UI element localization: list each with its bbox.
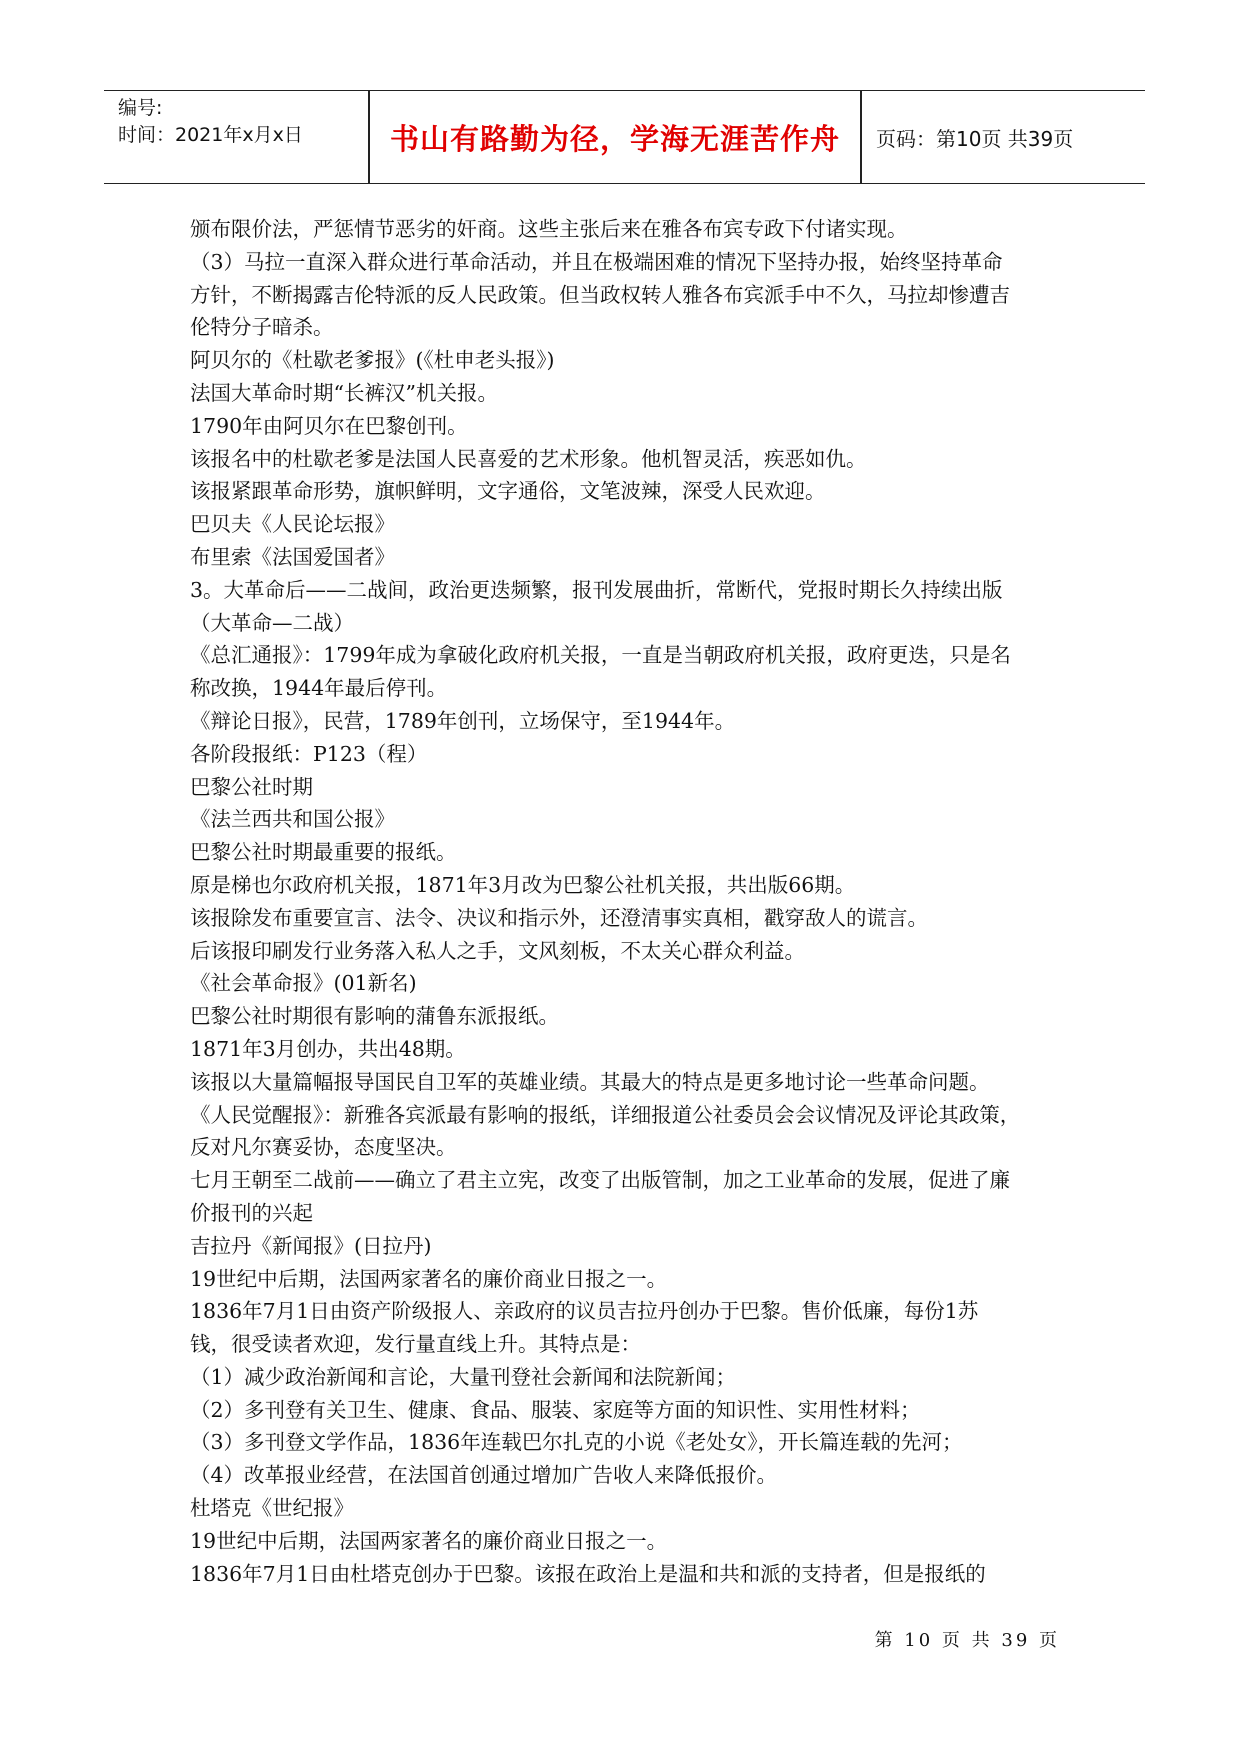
- body-line: 19世纪中后期，法国两家著名的廉价商业日报之一。: [190, 1528, 668, 1553]
- body-line: 吉拉丹《新闻报》(日拉丹): [190, 1233, 432, 1258]
- body-line: （4）改革报业经营，在法国首创通过增加广告收人来降低报价。: [190, 1463, 778, 1488]
- document-number-label: 编号:: [118, 97, 163, 119]
- body-line: 称改换，1944年最后停刊。: [190, 676, 448, 701]
- page-footer: 第 10 页 共 39 页: [874, 1630, 1060, 1651]
- body-line: 价报刊的兴起: [190, 1200, 313, 1225]
- document-header: [104, 90, 1145, 184]
- body-line: 阿贝尔的《杜歇老爹报》(《杜申老头报》): [190, 348, 555, 373]
- body-line: （2）多刊登有关卫生、健康、食品、服装、家庭等方面的知识性、实用性材料；: [190, 1397, 921, 1422]
- body-line: 该报除发布重要宣言、法令、决议和指示外，还澄清事实真相，戳穿敌人的谎言。: [190, 905, 928, 930]
- body-line: 3。大革命后——二战间，政治更迭频繁，报刊发展曲折，常断代，党报时期长久持续出版: [190, 577, 1003, 602]
- header-page-info: 页码：第10页 共39页: [876, 126, 1074, 151]
- body-line: 巴黎公社时期最重要的报纸。: [190, 840, 457, 865]
- body-line: 方针，不断揭露吉伦特派的反人民政策。但当政权转人雅各布宾派手中不久，马拉却惨遭吉: [190, 282, 1010, 307]
- body-line: 该报以大量篇幅报导国民自卫军的英雄业绩。其最大的特点是更多地讨论一些革命问题。: [190, 1069, 990, 1094]
- body-line: 1836年7月1日由杜塔克创办于巴黎。该报在政治上是温和共和派的支持者，但是报纸的: [190, 1561, 986, 1586]
- body-line: 各阶段报纸：P123（程）: [190, 741, 428, 766]
- body-line: 《社会革命报》(01新名): [190, 971, 417, 996]
- body-line: 《人民觉醒报》：新雅各宾派最有影响的报纸，详细报道公社委员会会议情况及评论其政策，: [190, 1102, 1021, 1127]
- body-line: 该报紧跟革命形势，旗帜鲜明，文字通俗，文笔波辣，深受人民欢迎。: [190, 479, 826, 504]
- body-line: 杜塔克《世纪报》: [190, 1496, 354, 1521]
- body-line: 后该报印刷发行业务落入私人之手，文风刻板，不太关心群众利益。: [190, 938, 805, 963]
- body-line: 颁布限价法，严惩情节恶劣的奸商。这些主张后来在雅各布宾专政下付诸实现。: [190, 217, 908, 241]
- body-line: （3）马拉一直深入群众进行革命活动，并且在极端困难的情况下坚持办报，始终坚持革命: [190, 249, 1003, 274]
- body-line: 《法兰西共和国公报》: [190, 807, 395, 832]
- body-line: 巴黎公社时期: [190, 774, 313, 799]
- document-time-label: 时间：2021年x月x日: [118, 124, 303, 146]
- body-line: （3）多刊登文学作品，1836年连载巴尔扎克的小说《老处女》，开长篇连载的先河；: [190, 1430, 963, 1455]
- header-divider: [860, 91, 862, 183]
- body-line: 伦特分子暗杀。: [190, 315, 334, 340]
- body-line: 1790年由阿贝尔在巴黎创刊。: [190, 413, 468, 438]
- body-line: 19世纪中后期，法国两家著名的廉价商业日报之一。: [190, 1266, 668, 1291]
- body-line: （1）减少政治新闻和言论，大量刊登社会新闻和法院新闻；: [190, 1364, 737, 1389]
- body-line: 原是梯也尔政府机关报，1871年3月改为巴黎公社机关报，共出版66期。: [190, 872, 856, 897]
- body-line: 《总汇通报》：1799年成为拿破化政府机关报，一直是当朝政府机关报，政府更迭，只是名: [190, 643, 1011, 668]
- body-line: 巴贝夫《人民论坛报》: [190, 512, 395, 537]
- header-meta: [118, 95, 358, 149]
- body-line: 1871年3月创办，共出48期。: [190, 1036, 466, 1061]
- header-motto: 书山有路勤为径，学海无涯苦作舟: [389, 121, 840, 156]
- body-line: 《辩论日报》，民营，1789年创刊，立场保守，至1944年。: [190, 708, 736, 733]
- body-line: 该报名中的杜歇老爹是法国人民喜爱的艺术形象。他机智灵活，疾恶如仇。: [190, 446, 867, 471]
- document-body: [190, 213, 1070, 1590]
- body-line: 七月王朝至二战前——确立了君主立宪，改变了出版管制，加之工业革命的发展，促进了廉: [190, 1168, 1010, 1193]
- body-line: 布里索《法国爱国者》: [190, 544, 395, 569]
- body-line: 反对凡尔赛妥协，态度坚决。: [190, 1135, 457, 1160]
- body-line: 法国大革命时期“长裤汉”机关报。: [190, 380, 498, 405]
- body-line: 钱，很受读者欢迎，发行量直线上升。其特点是：: [190, 1332, 641, 1357]
- body-line: （大革命—二战）: [190, 610, 354, 635]
- body-line: 1836年7月1日由资产阶级报人、亲政府的议员吉拉丹创办于巴黎。售价低廉，每份1苏: [190, 1299, 979, 1324]
- body-line: 巴黎公社时期很有影响的蒲鲁东派报纸。: [190, 1004, 559, 1029]
